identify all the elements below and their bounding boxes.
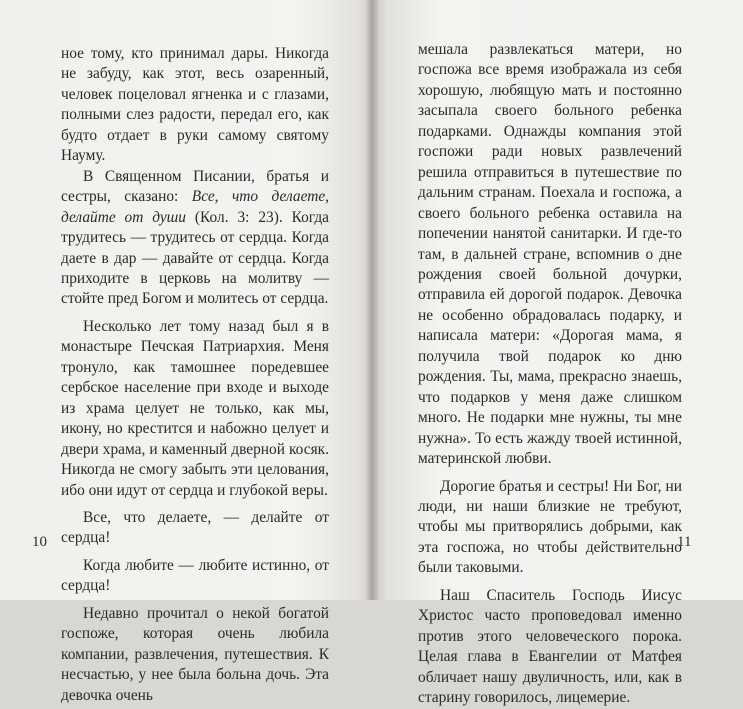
right-page	[372, 0, 743, 707]
left-page	[0, 0, 372, 704]
book-gutter	[366, 0, 378, 600]
page-number: 10	[32, 534, 47, 550]
paragraph: мешала развлекаться матери, но госпожа все время изображала из себя хорошую, любящую мать и постоянно засыпала своего больного ребенка подарками. Однажды компания этой госпожи ради новых развлечений решила отправиться в путешествие по дальним странам. Поехала и госпожа, а своего больного ребенка оставила на попечении нанятой санитарки. И где-то там, в дальней стране, вспомнив о дне рождения своей больной дочурки, отправила ей дорогой подарок. Девочка не особенно обрадовалась подарку, и написала матери: «Дорогая мама, я получила твой подарок ко дню рождения. Ты, мама, прекрасно знаешь, что подарков у меня даже слишком много. Не подарки мне нужны, ты мне нужна». То есть жажду твоей истинной, материнской любви.	[418, 41, 682, 468]
paragraph: Когда любите — любите истинно, от сердца!	[61, 556, 329, 595]
paragraph: Наш Спаситель Господь Иисус Христос часто проповедовал именно против этого человеческого порока. Целая глава в Евангелии от Матфея обличает нашу двуличность, или, как в старину говорилось, лицемерие.	[418, 586, 682, 707]
text-run: (Кол. 3: 23). Когда трудитесь — трудитесь от сердца. Когда даете в дар — давайте от сердца. Когда приходите в церковь на молитву — стойте пред Богом и молитесь от сердца.	[61, 208, 329, 308]
left-page-text	[61, 44, 329, 706]
paragraph: Дорогие братья и сестры! Ни Бог, ни люди, ни наши близкие не требуют, чтобы мы притворялись добрыми, как эта госпожа, но чтобы действительно были таковыми.	[418, 477, 682, 577]
right-page-text	[418, 40, 682, 709]
paragraph: Все, что делаете, — делайте от сердца!	[61, 508, 329, 547]
paragraph: Несколько лет тому назад был я в монастыре Печская Патриархия. Меня тронуло, как тамошнее поредевшее сербское население при входе и выходе из храма целует не только, как мы, икону, но крестится и набожно целует и двери храма, и каменный дверной косяк. Никогда не смогу забыть эти целования, ибо они идут от сердца и глубокой веры.	[61, 317, 329, 499]
paragraph: ное тому, кто принимал дары. Никогда не забуду, как этот, весь озаренный, человек поцеловал ягненка и с глазами, полными слез радости, передал его, как будто отдает в руки самому святому Науму.	[61, 45, 329, 165]
page-number: 11	[677, 534, 692, 550]
text-run: В Священном Писании, братья и сестры, сказано:	[61, 167, 329, 206]
scripture-quote: Все, что делаете, делайте от души	[61, 188, 329, 226]
paragraph	[61, 167, 329, 310]
paragraph: Недавно прочитал о некой богатой госпоже, которая очень любила компании, развлечения, путешествия. К несчастью, у нее была больна дочь. Эта девочка очень	[61, 604, 329, 704]
